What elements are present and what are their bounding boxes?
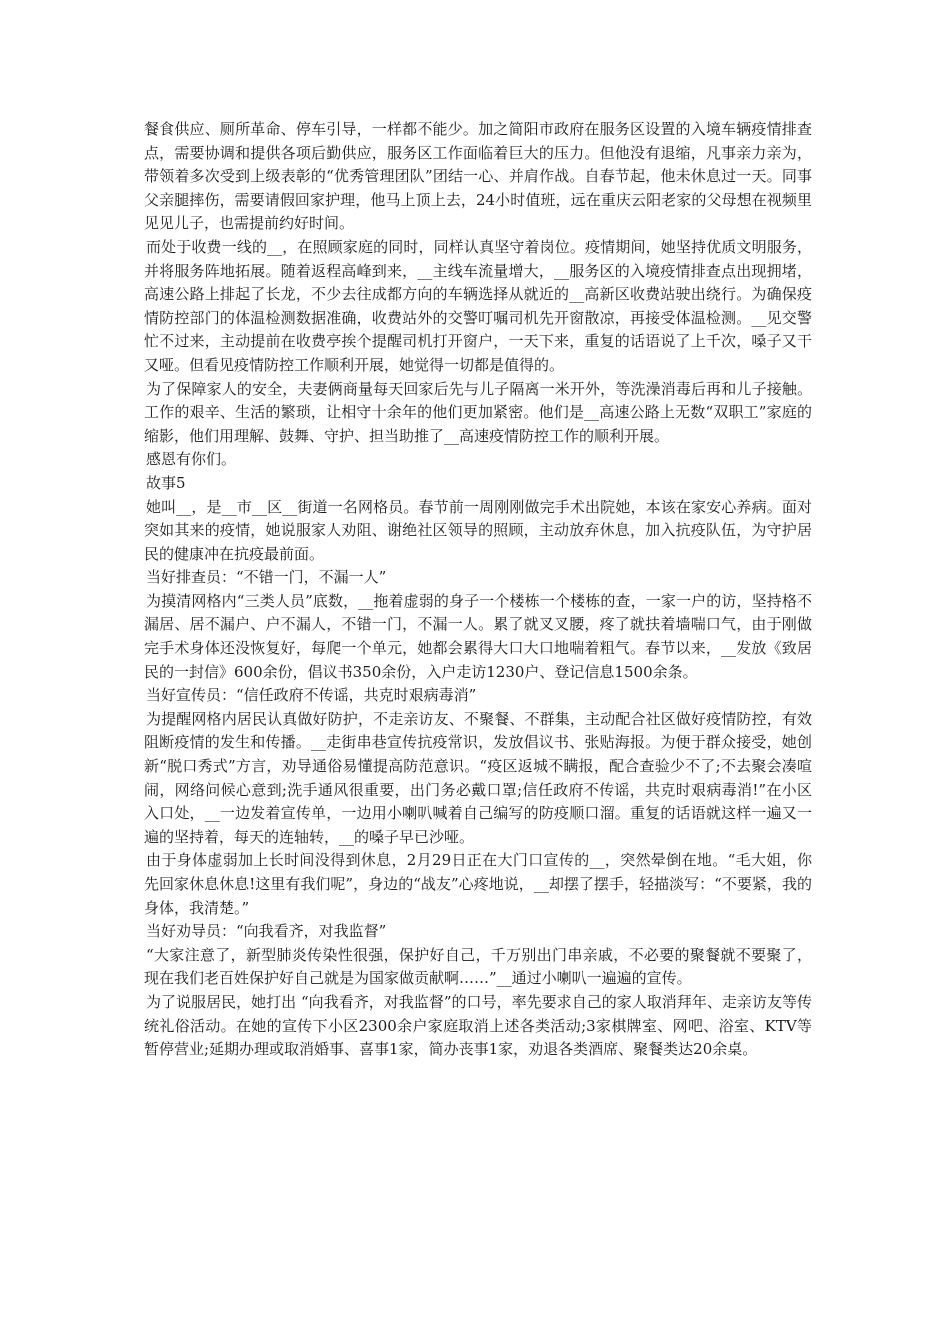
subheading: 当好劝导员：“向我看齐，对我监督” bbox=[146, 922, 387, 941]
paragraph: 餐食供应、厕所革命、停车引导，一样都不能少。加之简阳市政府在服务区设置的入境车辆疫情排查点，需要协调和提供各项后勤供应，服务区工作面临着巨大的压力。但他没有退缩，凡事亲力亲为，带领着多次受到上级表彰的“优秀管理团队”团结一心、并肩作战。自春节起，他未休息过一天。同事父亲腿摔伤，需要请假回家护理，他马上顶上去，24小时值班，远在重庆云阳老家的父母想在视频里见见儿子，也需提前约好时间。 bbox=[144, 120, 812, 233]
paragraph: 为了说服居民，她打出 “向我看齐，对我监督”的口号，率先要求自己的家人取消拜年、走亲访友等传统礼俗活动。在她的宣传下小区2300余户家庭取消上述各类活动;3家棋牌室、网吧、浴室、KTV等暂停营业;延期办理或取消婚事、喜事1家，简办丧事1家，劝退各类酒席、聚餐类达20余桌。 bbox=[144, 992, 812, 1059]
subheading: 当好宣传员：“信任政府不传谣，共克时艰病毒消” bbox=[146, 686, 477, 705]
paragraph: 为提醒网格内居民认真做好防护，不走亲访友、不聚餐、不群集，主动配合社区做好疫情防控，有效阻断疫情的发生和传播。__走街串巷宣传抗疫常识，发放倡议书、张贴海报。为便于群众接受，她创新“脱口秀式”方言，劝导通俗易懂提高防范意识。“疫区返城不瞒报，配合查验少不了;不去聚会凑喧闹，网络问候心意到;洗手通风很重要，出门务必戴口罩;信任政府不传谣，共克时艰病毒消!”在小区入口处，__一边发着宣传单，一边用小喇叭喊着自己编写的防疫顺口溜。重复的话语就这样一遍又一遍的坚持着，每天的连轴转，__的嗓子早已沙哑。 bbox=[144, 709, 812, 846]
subheading: 当好排查员：“不错一门，不漏一人” bbox=[146, 568, 387, 587]
paragraph: 由于身体虚弱加上长时间没得到休息，2月29日正在大门口宣传的__，突然晕倒在地。“毛大姐，你先回家休息休息!这里有我们呢”，身边的“战友”心疼地说，__却摆了摆手，轻描淡写：“不要紧，我的身体，我清楚。” bbox=[144, 851, 812, 917]
paragraph: 她叫__，是__市__区__街道一名网格员。春节前一周刚刚做完手术出院她，本该在家安心养病。面对突如其来的疫情，她说服家人劝阻、谢绝社区领导的照顾，主动放弃休息，加入抗疫队伍，为守护居民的健康冲在抗疫最前面。 bbox=[144, 497, 812, 563]
paragraph: 而处于收费一线的__，在照顾家庭的同时，同样认真坚守着岗位。疫情期间，她坚持优质文明服务，并将服务阵地拓展。随着返程高峰到来，__主线车流量增大，__服务区的入境疫情排查点出现拥堵，高速公路上排起了长龙，不少去往成都方向的车辆选择从就近的__高新区收费站驶出绕行。为确保疫情防控部门的体温检测数据准确，收费站外的交警叮嘱司机先开窗散凉，再接受体温检测。__见交警忙不过来，主动提前在收费亭挨个提醒司机打开窗户，一天下来，重复的话语说了上千次，嗓子又干又哑。但看见疫情防控工作顺利开展，她觉得一切都是值得的。 bbox=[144, 237, 812, 374]
section-heading: 故事5 bbox=[146, 473, 186, 492]
paragraph: 感恩有你们。 bbox=[146, 450, 237, 469]
paragraph: 为了保障家人的安全，夫妻俩商量每天回家后先与儿子隔离一米开外，等洗澡消毒后再和儿子接触。工作的艰辛、生活的繁琐，让相守十余年的他们更加紧密。他们是__高速公路上无数“双职工”家庭的缩影，他们用理解、鼓舞、守护、担当助推了__高速疫情防控工作的顺利开展。 bbox=[144, 379, 812, 445]
document-body bbox=[144, 118, 812, 1062]
paragraph: 为摸清网格内“三类人员”底数，__拖着虚弱的身子一个楼栋一个楼栋的查，一家一户的访，坚持格不漏居、居不漏户、户不漏人，不错一门，不漏一人。累了就叉叉腰，疼了就扶着墙喘口气，由于刚做完手术身体还没恢复好，每爬一个单元，她都会累得大口大口地喘着粗气。春节以来，__发放《致居民的一封信》600余份，倡议书350余份，入户走访1230户、登记信息1500余条。 bbox=[144, 591, 812, 681]
paragraph: “大家注意了，新型肺炎传染性很强，保护好自己，千万别出门串亲戚，不必要的聚餐就不要聚了，现在我们老百姓保护好自己就是为国家做贡献啊……”__通过小喇叭一遍遍的宣传。 bbox=[144, 945, 812, 988]
